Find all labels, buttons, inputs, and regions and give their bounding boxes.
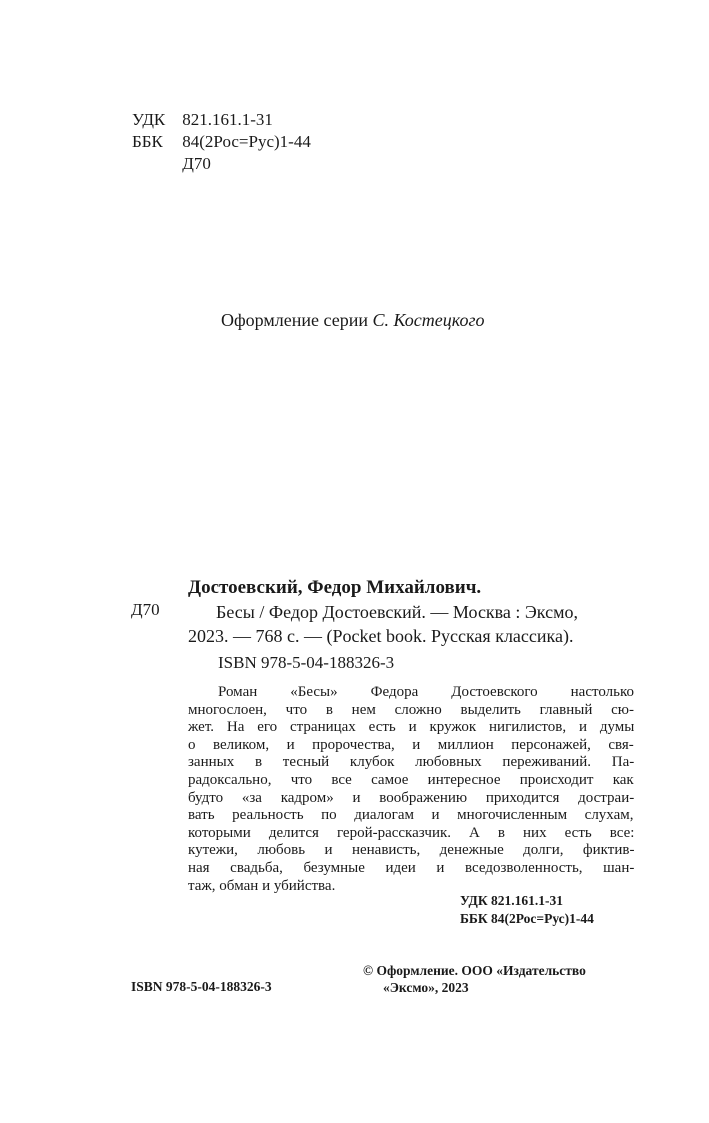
bibliographic-description xyxy=(188,600,636,648)
author-code-top: Д70 xyxy=(182,154,211,173)
bbk-row-top xyxy=(132,132,311,152)
annotation-line: кутежи, любовь и ненависть, денежные долги, фиктив- xyxy=(188,842,635,859)
annotation-line: многослоен, что в нем сложно выделить главный сю- xyxy=(188,701,634,718)
author-code-row-top xyxy=(132,154,211,174)
annotation-line: таж, обман и убийства. xyxy=(188,877,336,894)
isbn-main: ISBN 978-5-04-188326-3 xyxy=(218,653,395,672)
annotation-line: ная свадьба, безумные идеи и вседозволенность, шан- xyxy=(188,859,635,876)
author-code-left: Д70 xyxy=(131,600,160,619)
series-designer: С. Костецкого xyxy=(372,310,485,330)
annotation-line: занных в тесный клубок любовных переживаний. Па- xyxy=(188,754,635,771)
annotation-line: которыми делится герой-рассказчик. А в них есть все: xyxy=(188,824,635,841)
udk-bottom: УДК 821.161.1-31 xyxy=(460,893,563,908)
annotation-line: Роман «Бесы» Федора Достоевского настолько xyxy=(218,684,635,700)
udk-label: УДК xyxy=(132,110,166,129)
copyright-line-2: «Эксмо», 2023 xyxy=(383,980,469,995)
bbk-value: 84(2Рос=Рус)1-44 xyxy=(182,132,311,151)
bib-line-1: Бесы / Федор Достоевский. — Москва : Эксмо, xyxy=(216,602,578,622)
annotation-line: радоксально, что все самое интересное происходит как xyxy=(188,771,634,788)
copyright-notice xyxy=(363,962,586,996)
bbk-label: ББК xyxy=(132,132,163,151)
annotation-line: о великом, и пророчества, и миллион персонажей, свя- xyxy=(188,736,634,753)
udk-value: 821.161.1-31 xyxy=(182,110,273,129)
author-heading: Достоевский, Федор Михайлович. xyxy=(188,577,482,598)
series-design xyxy=(221,310,485,331)
copyright-line-1: © Оформление. ООО «Издательство xyxy=(363,963,586,978)
isbn-bottom: ISBN 978-5-04-188326-3 xyxy=(131,979,272,994)
annotation-line: будто «за кадром» и воображению приходится достраи- xyxy=(188,789,635,806)
udk-row-top xyxy=(132,110,273,130)
annotation-line: жет. На его страницах есть и кружок нигилистов, и думы xyxy=(188,719,635,736)
series-prefix: Оформление серии xyxy=(221,310,368,330)
annotation-line: вать реальность по диалогам и многочисленным слухам, xyxy=(188,807,634,824)
bbk-bottom: ББК 84(2Рос=Рус)1-44 xyxy=(460,911,594,926)
bib-line-2: 2023. — 768 с. — (Pocket book. Русская классика). xyxy=(188,626,574,646)
annotation xyxy=(188,684,634,895)
